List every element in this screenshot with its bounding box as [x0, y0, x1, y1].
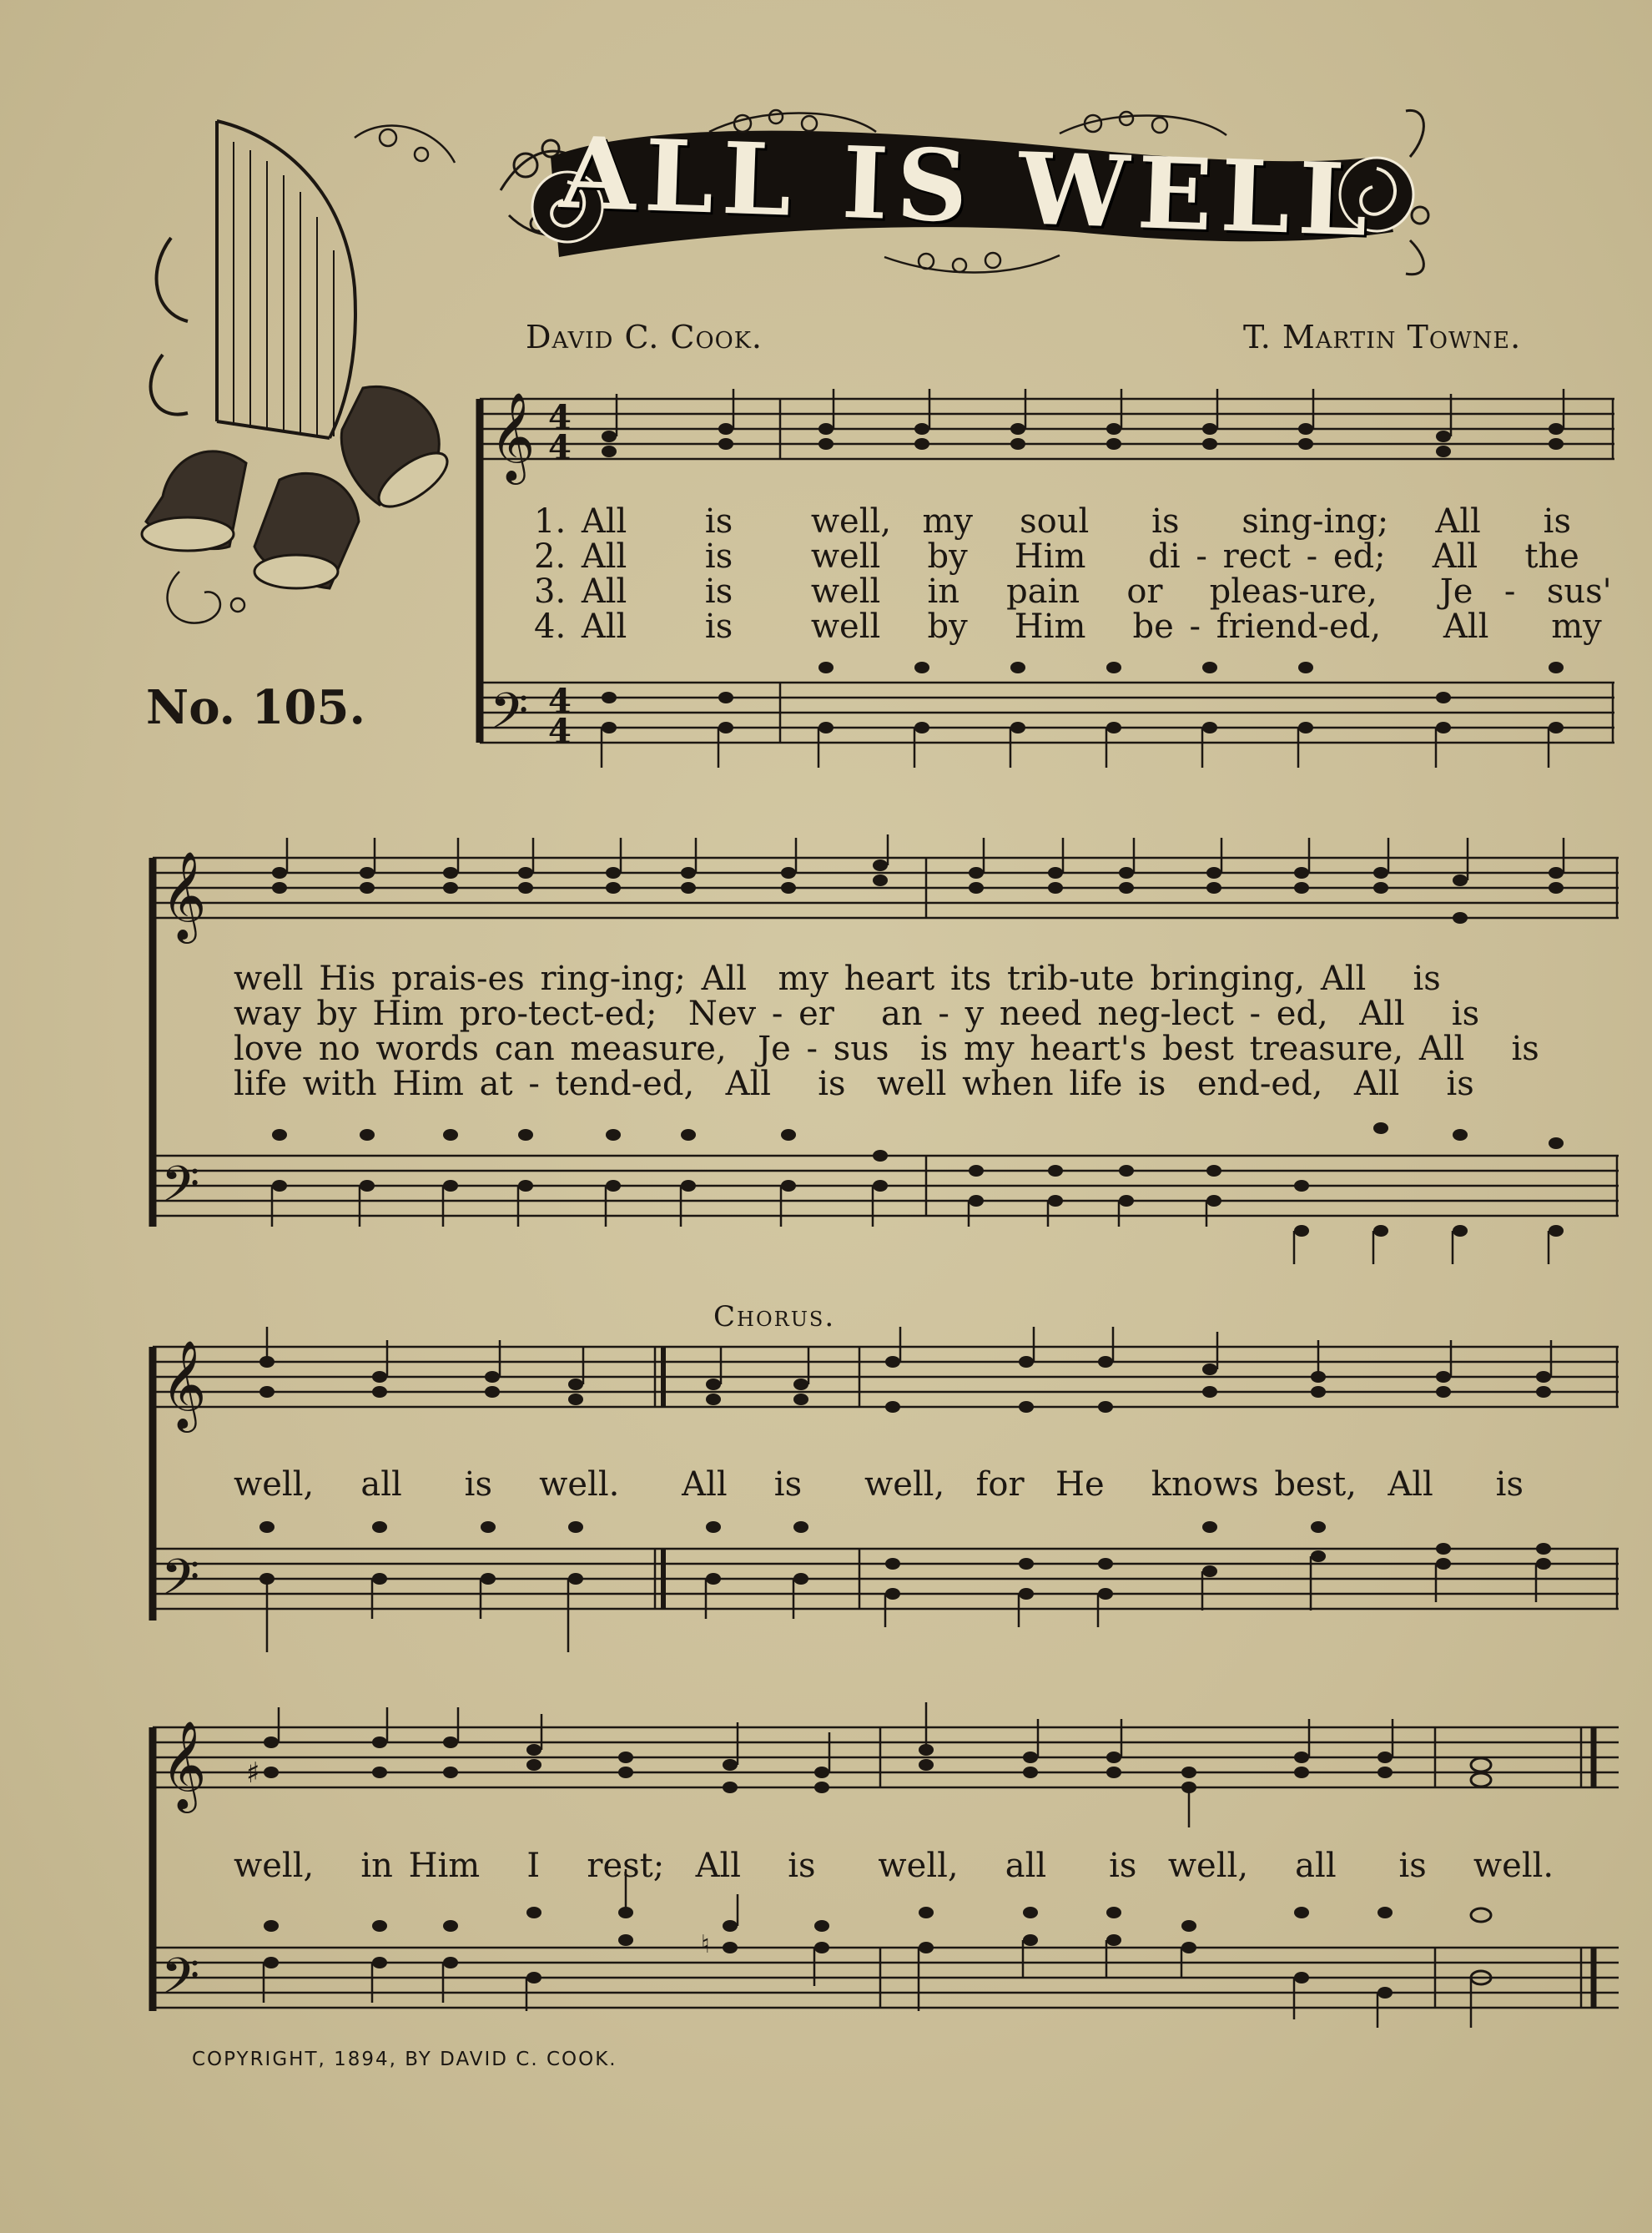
- lyric-line: life with Him at - tend-ed, All is well when life is end-ed, All is: [234, 1065, 1474, 1103]
- bass-notes: [259, 1521, 1551, 1652]
- hymn-title: ALL IS WELL: [557, 113, 1378, 259]
- svg-text:4: 4: [548, 398, 572, 437]
- composer-credit: T. Martin Towne.: [1243, 319, 1522, 355]
- bass-clef: 𝄢: [161, 1548, 200, 1618]
- bass-clef: 𝄢: [161, 1947, 200, 2017]
- svg-text:♮: ♮: [701, 1930, 710, 1959]
- svg-text:♯: ♯: [246, 1757, 260, 1790]
- harp-frame: [217, 121, 355, 438]
- svg-text:4: 4: [548, 428, 572, 467]
- svg-text:4: 4: [548, 712, 572, 751]
- lyric-line: 2. All is well by Him di - rect - ed; All the: [534, 537, 1579, 576]
- bass-notes: [272, 1122, 1564, 1264]
- bass-clef: 𝄢: [161, 1155, 200, 1225]
- lyric-line: 4. All is well by Him be - friend-ed, All my: [534, 607, 1602, 646]
- banner-floral-bottom: [884, 253, 1060, 273]
- staff-1-bass: [480, 683, 1614, 743]
- lyric-line: way by Him pro-tect-ed; Nev - er an - y need neg-lect - ed, All is: [234, 995, 1480, 1033]
- harp-scroll: [151, 238, 188, 415]
- author-credit: David C. Cook.: [526, 319, 763, 355]
- copyright-notice: COPYRIGHT, 1894, BY DAVID C. COOK.: [192, 2049, 617, 2070]
- bass-notes: [602, 662, 1564, 768]
- treble-clef: 𝄞: [161, 1720, 207, 1809]
- chorus-label: Chorus.: [713, 1300, 836, 1333]
- lyric-line: 3. All is well in pain or pleas-ure, Je - sus': [534, 572, 1612, 611]
- lyric-line: 1. All is well, my soul is sing-ing; All is: [534, 502, 1571, 541]
- lyric-line: well, all is well. All is well, for He knows best, All is: [234, 1465, 1524, 1504]
- svg-text:4: 4: [548, 682, 572, 721]
- treble-notes: [272, 834, 1564, 924]
- treble-clef: 𝄞: [490, 391, 536, 481]
- treble-clef: 𝄞: [161, 850, 207, 940]
- lyric-line: love no words can measure, Je - sus is my heart's best treasure, All is: [234, 1030, 1539, 1068]
- treble-clef: 𝄞: [161, 1339, 207, 1429]
- hymn-number: No. 105.: [146, 680, 365, 735]
- harp-bells-ornament: [138, 104, 467, 638]
- bass-clef: 𝄢: [490, 682, 529, 752]
- bell-right: [341, 386, 456, 516]
- treble-notes: [259, 1327, 1551, 1413]
- bell-center: [254, 473, 359, 588]
- treble-notes: [246, 1702, 1491, 1827]
- bell-left: [142, 451, 246, 551]
- staff-4-treble: [153, 1727, 1619, 1787]
- lyric-line: well, in Him I rest; All is well, all is well, all is well.: [234, 1847, 1554, 1885]
- lyric-line: well His prais-es ring-ing; All my heart its trib-ute bringing, All is: [234, 960, 1441, 998]
